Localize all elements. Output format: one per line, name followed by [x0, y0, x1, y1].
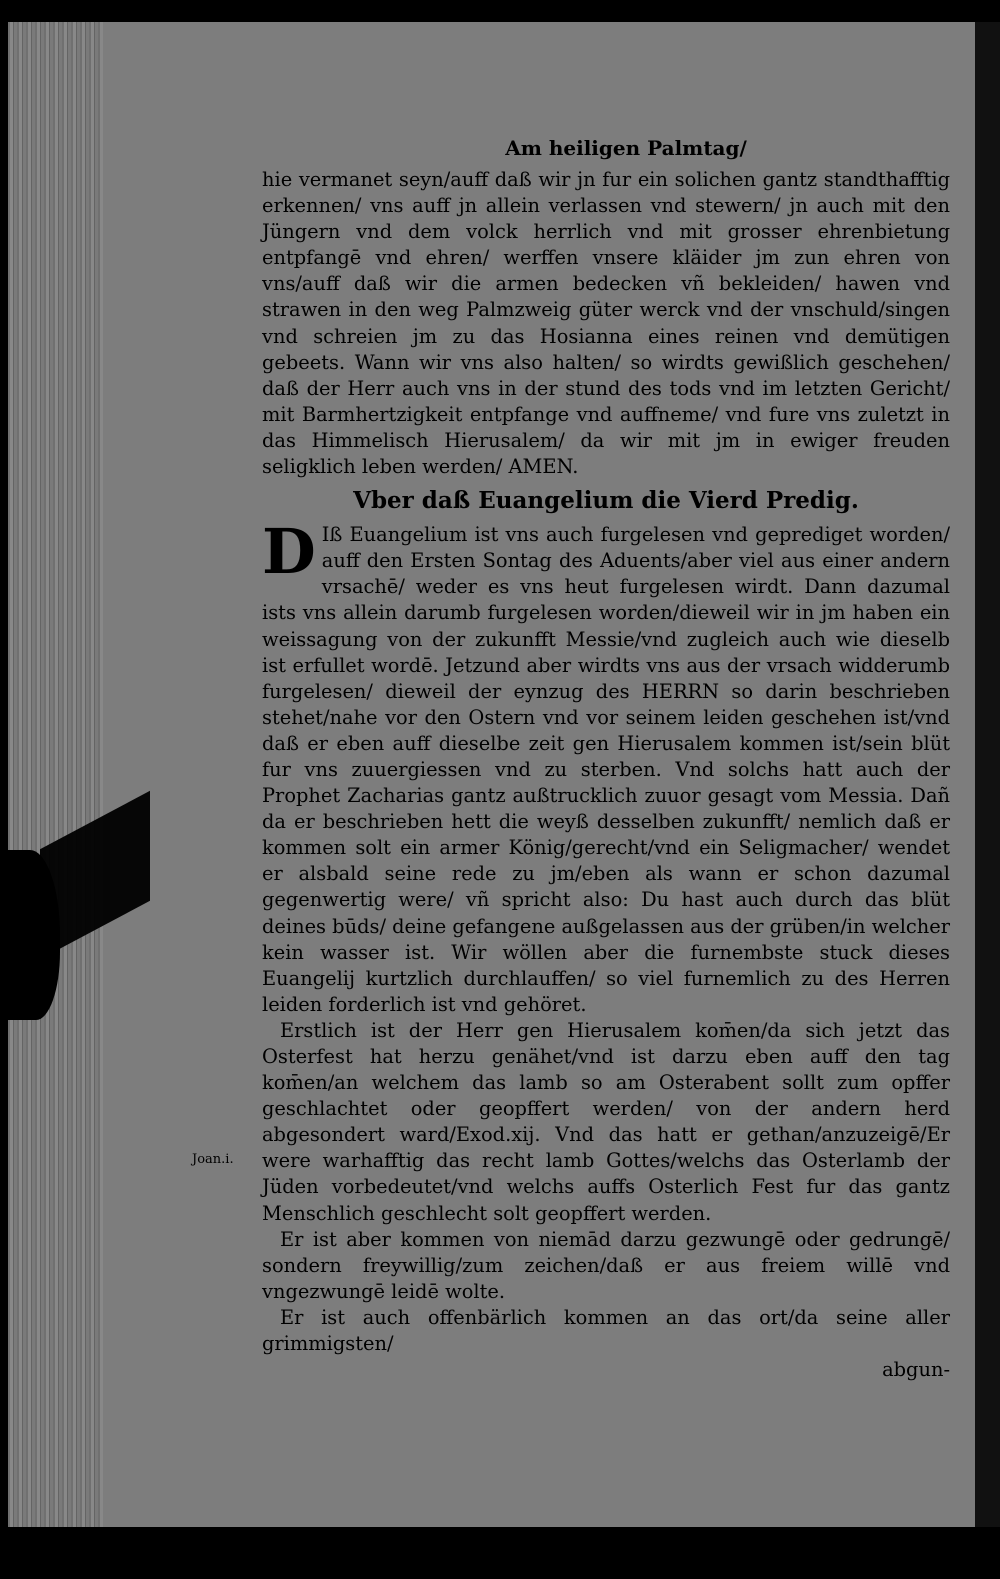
catchword: abgun- — [882, 1358, 950, 1382]
initial-letter: D — [262, 515, 316, 589]
section-title: Vber daß Euangelium die Vierd Predig. — [353, 487, 859, 515]
text-block — [262, 135, 950, 1383]
paragraph-5: Er ist auch offenbärlich kommen an das ort/da seine aller grimmigsten/ — [262, 1305, 950, 1356]
bottom-edge — [0, 1527, 1000, 1579]
paragraph-4: Er ist aber kommen von niemād darzu gezwungē oder gedrungē/ sondern freywillig/zum zeichen/daß er aus freiem willē vnd vngezwungē leidē wolte. — [262, 1227, 950, 1303]
paragraph-1: hie vermanet seyn/auff daß wir jn fur ein solichen gantz standthafftig erkennen/ vns auff jn allein verlassen vnd stewern/ jn auch mit den Jüngern vnd dem volck herrlich vnd mit grosser ehrenbietung entpfangē vnd ehren/ werffen vnsere kläider jm zun ehren von vns/auff daß wir die armen bedecken vñ bekleiden/ hawen vnd strawen in den weg Palmzweig güter werck vnd der vnschuld/singen vnd schreien jm zu das Hosianna eines reinen vnd demütigen gebeets. Wann wir vns also halten/ so wirdts gewißlich geschehen/ daß der Herr auch vns in der stund des tods vnd im letzten Gericht/ mit Barmhertzigkeit entpfange vnd auffneme/ vnd fure vns zuletzt in das Himmelisch Hierusalem/ da wir mit jm in ewiger freuden seligklich leben werden/ AMEN. — [262, 168, 950, 479]
top-edge — [0, 0, 1000, 22]
paragraph-2 — [262, 515, 950, 1018]
running-head: Am heiligen Palmtag/ — [505, 136, 747, 160]
margin-note: Joan.i. — [192, 1152, 234, 1167]
paragraph-3: Erstlich ist der Herr gen Hierusalem kom̄en/da sich jetzt das Osterfest hat herzu genähet/vnd ist darzu eben auff den tag kom̄en/an welchem das lamb so am Osterabent sollt zum opffer geschlachtet oder geopffert werden/ von der andern herd abgesondert ward/Exod.xij. Vnd das hatt er gethan/anzuzeigē/Er were warhafftig das recht lamb Gottes/welchs das Osterlamb der Jüden vorbedeutet/vnd welchs auffs Osterlich Fest fur das gantz Menschlich geschlecht solt geopffert werden. — [262, 1018, 950, 1225]
book-gutter — [8, 22, 103, 1527]
right-edge-shadow — [975, 22, 1000, 1527]
paragraph-2-text: Iß Euangelium ist vns auch furgelesen vnd geprediget worden/ auff den Ersten Sontag des Aduents/aber viel aus einer andern vrsachē/ weder es vns heut furgelesen wirdt. Dann dazumal ists vns allein darumb furgelesen worden/dieweil wir in jm haben ein weissagung von der zukunfft Messie/vnd zugleich auch wie dieselb ist erfullet wordē. Jetzund aber wirdts vns aus der vrsach widderumb furgelesen/ dieweil der eynzug des HERRN so darin beschrieben stehet/nahe vor den Ostern vnd vor seinem leiden geschehen ist/vnd daß er eben auff dieselbe zeit gen Hierusalem kommen ist/sein blüt fur vns zuuergiessen vnd zu sterben. Vnd solchs hatt auch der Prophet Zacharias gantz außtrucklich zuuor gesagt vom Messia. Dañ da er beschrieben hett die weyß desselben zukunfft/ nemlich daß er kommen solt ein armer König/gerecht/vnd ein Seligmacher/ wendet er alsbald seine rede zu jm/eben als wann er schon dazumal gegenwertig were/ vñ spricht also: Du hast auch durch das blüt deines būds/ deine gefangene außgelassen aus der grüben/in welcher kein wasser ist. Wir wöllen aber die furnembste stuck dieses Euangelij kurtzlich durchlauffen/ so viel furnemlich zu des Herren leiden forderlich ist vnd gehöret. — [262, 523, 950, 1016]
